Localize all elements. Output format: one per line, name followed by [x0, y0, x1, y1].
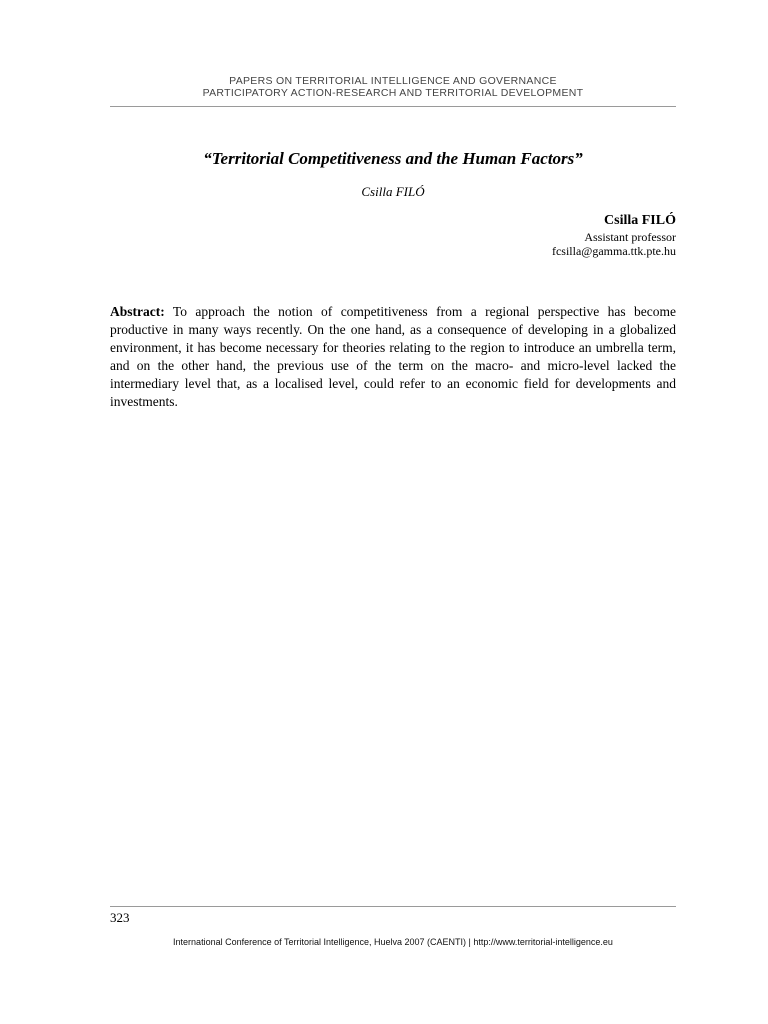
- author-role: Assistant professor: [584, 230, 676, 244]
- paper-title: “Territorial Competitiveness and the Human Factors”: [203, 149, 583, 168]
- footer-citation: International Conference of Territorial Intelligence, Huelva 2007 (CAENTI) | http://www.territorial-intelligence.eu: [173, 937, 613, 947]
- abstract-paragraph: [110, 303, 676, 411]
- header-divider: [110, 106, 676, 107]
- author-email: fcsilla@gamma.ttk.pte.hu: [551, 244, 676, 258]
- header-line-1: PAPERS ON TERRITORIAL INTELLIGENCE AND GOVERNANCE: [229, 75, 557, 87]
- footer-divider: [110, 906, 676, 907]
- page-number: 323: [110, 910, 130, 925]
- author-name: Csilla FILÓ: [604, 213, 676, 228]
- header-line-2: PARTICIPATORY ACTION-RESEARCH AND TERRITORIAL DEVELOPMENT: [202, 87, 584, 99]
- author-affiliation: [552, 212, 676, 258]
- abstract-label: Abstract:: [110, 304, 165, 319]
- running-header: [110, 75, 676, 99]
- abstract-text: To approach the notion of competitiveness from a regional perspective has become productive in many ways recently. On the one hand, as a consequence of developing in a globalized environment, it has become necessary for theories relating to the region to introduce an umbrella term, and on the other hand, the previous use of the term on the macro- and micro-level lacked the intermediary level that, as a localised level, could refer to an economic field for developments and investments.: [110, 304, 676, 409]
- author-byline: Csilla FILÓ: [361, 184, 425, 199]
